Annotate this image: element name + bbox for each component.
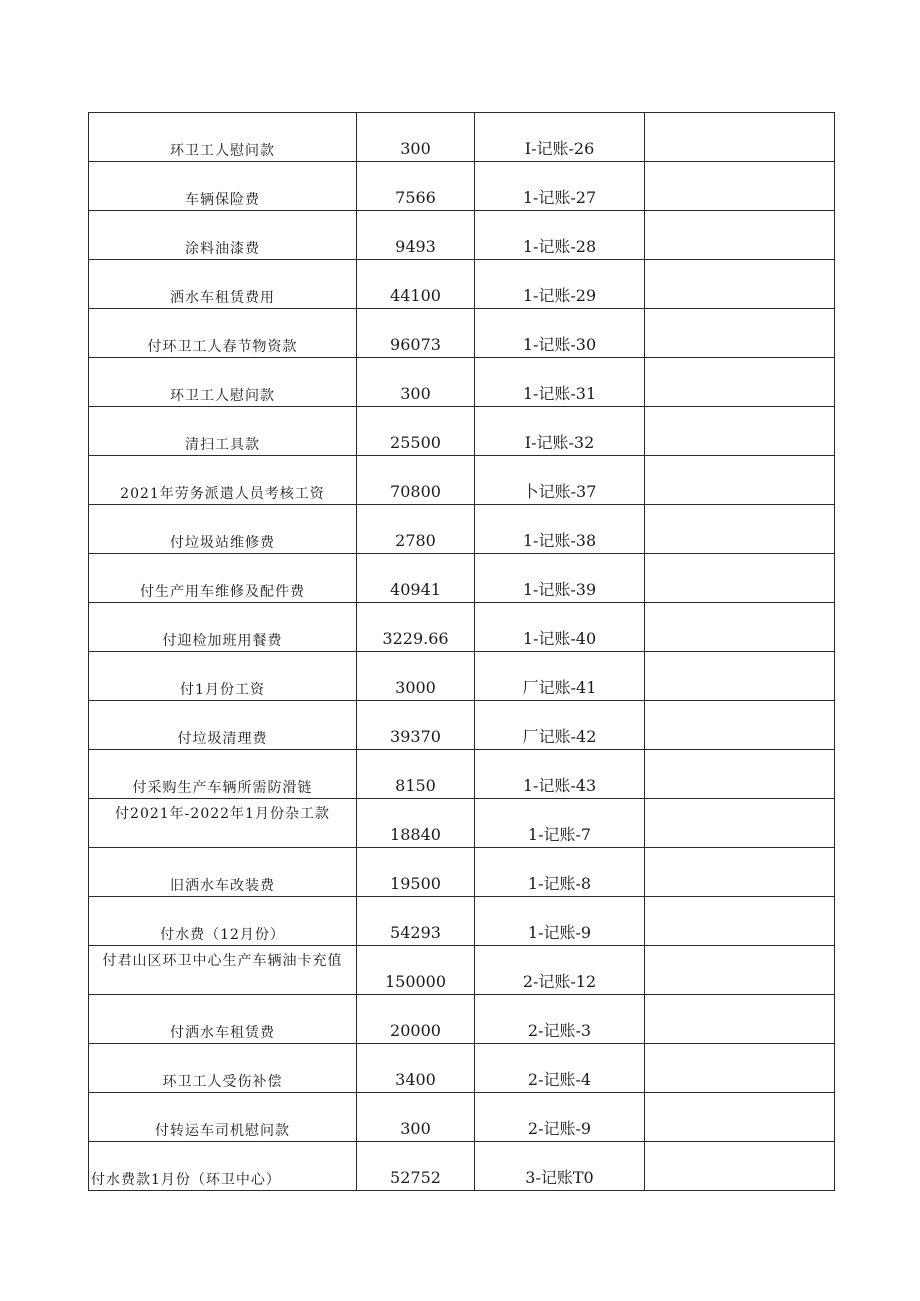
table-row: [89, 456, 835, 505]
note-cell: [645, 946, 835, 995]
amount-cell: [357, 260, 475, 309]
item-text: 环卫工人慰问款: [170, 388, 275, 404]
note-cell: [645, 799, 835, 848]
voucher-text: 1-记账-43: [522, 776, 597, 795]
voucher-cell: [475, 848, 645, 897]
item-cell: [89, 1093, 357, 1142]
item-text: 付采购生产车辆所需防滑链: [132, 780, 313, 796]
table-row: [89, 848, 835, 897]
table-row: [89, 113, 835, 162]
amount-cell: [357, 456, 475, 505]
voucher-cell: [475, 946, 645, 995]
amount-text: 96073: [390, 335, 441, 354]
voucher-cell: [475, 652, 645, 701]
voucher-cell: [475, 554, 645, 603]
amount-text: 39370: [390, 727, 441, 746]
amount-text: 9493: [395, 237, 436, 256]
item-text: 付垃圾清理费: [177, 731, 268, 747]
item-cell: [89, 897, 357, 946]
item-text: 环卫工人受伤补偿: [162, 1074, 283, 1090]
amount-cell: [357, 946, 475, 995]
amount-text: 300: [400, 1119, 431, 1138]
note-cell: [645, 505, 835, 554]
table-row: [89, 260, 835, 309]
item-cell: [89, 799, 357, 848]
ledger-body: [89, 113, 835, 1191]
amount-cell: [357, 652, 475, 701]
item-cell: [89, 995, 357, 1044]
item-cell: [89, 358, 357, 407]
voucher-cell: [475, 701, 645, 750]
note-cell: [645, 113, 835, 162]
item-text: 旧洒水车改装费: [170, 878, 275, 894]
item-text: 付环卫工人春节物资款: [147, 339, 298, 355]
item-text: 清扫工具款: [185, 437, 260, 453]
note-cell: [645, 701, 835, 750]
note-cell: [645, 1142, 835, 1191]
item-text: 付1月份工资: [180, 682, 265, 698]
voucher-text: 2-记账-12: [522, 972, 597, 991]
item-text: 付转运车司机慰问款: [155, 1123, 290, 1139]
voucher-cell: [475, 309, 645, 358]
amount-text: 300: [400, 384, 431, 403]
table-row: [89, 554, 835, 603]
table-row: [89, 505, 835, 554]
item-text: 付垃圾站维修费: [170, 535, 275, 551]
item-text: 环卫工人慰问款: [170, 143, 275, 159]
voucher-text: 2-记账-4: [527, 1070, 592, 1089]
table-row: [89, 701, 835, 750]
voucher-text: 1-记账-30: [522, 335, 597, 354]
amount-cell: [357, 995, 475, 1044]
voucher-text: 1-记账-8: [527, 874, 592, 893]
amount-cell: [357, 211, 475, 260]
item-cell: [89, 750, 357, 799]
voucher-cell: [475, 1142, 645, 1191]
item-cell: [89, 260, 357, 309]
note-cell: [645, 848, 835, 897]
amount-text: 54293: [390, 923, 441, 942]
voucher-cell: [475, 407, 645, 456]
item-cell: [89, 652, 357, 701]
item-cell: [89, 848, 357, 897]
table-row: [89, 750, 835, 799]
item-text: 付君山区环卫中心生产车辆油卡充值: [102, 953, 343, 969]
item-cell: [89, 554, 357, 603]
item-cell: [89, 211, 357, 260]
amount-text: 3000: [395, 678, 436, 697]
voucher-cell: [475, 162, 645, 211]
voucher-cell: [475, 995, 645, 1044]
amount-text: 7566: [395, 188, 436, 207]
item-text: 2021年劳务派遣人员考核工资: [120, 486, 325, 502]
amount-text: 3400: [395, 1070, 436, 1089]
amount-text: 25500: [390, 433, 441, 452]
amount-text: 3229.66: [382, 629, 449, 648]
voucher-text: 1-记账-27: [522, 188, 597, 207]
voucher-cell: [475, 750, 645, 799]
table-row: [89, 211, 835, 260]
amount-text: 70800: [390, 482, 441, 501]
table-row: [89, 407, 835, 456]
item-cell: [89, 113, 357, 162]
amount-cell: [357, 848, 475, 897]
item-text: 洒水车租赁费用: [170, 290, 275, 306]
voucher-cell: [475, 358, 645, 407]
expense-ledger-table: [88, 112, 835, 1191]
voucher-cell: [475, 603, 645, 652]
item-cell: [89, 407, 357, 456]
amount-text: 2780: [395, 531, 436, 550]
voucher-text: 2-记账-9: [527, 1119, 592, 1138]
item-text: 付水费款1月份（环卫中心）: [91, 1172, 281, 1188]
item-cell: [89, 309, 357, 358]
amount-text: 18840: [390, 825, 441, 844]
voucher-text: 厂记账-41: [522, 678, 597, 697]
amount-cell: [357, 162, 475, 211]
voucher-text: 1-记账-38: [522, 531, 597, 550]
voucher-cell: [475, 113, 645, 162]
item-cell: [89, 505, 357, 554]
table-row: [89, 309, 835, 358]
voucher-text: I-记账-32: [524, 433, 595, 452]
amount-cell: [357, 750, 475, 799]
amount-text: 150000: [384, 972, 447, 991]
voucher-cell: [475, 897, 645, 946]
table-row: [89, 652, 835, 701]
table-row: [89, 358, 835, 407]
note-cell: [645, 1044, 835, 1093]
item-cell: [89, 701, 357, 750]
voucher-text: 2-记账-3: [527, 1021, 592, 1040]
note-cell: [645, 211, 835, 260]
voucher-text: 1-记账-40: [522, 629, 597, 648]
amount-cell: [357, 554, 475, 603]
note-cell: [645, 554, 835, 603]
note-cell: [645, 750, 835, 799]
voucher-cell: [475, 260, 645, 309]
amount-cell: [357, 1044, 475, 1093]
amount-cell: [357, 407, 475, 456]
voucher-cell: [475, 1044, 645, 1093]
amount-text: 52752: [390, 1168, 441, 1187]
note-cell: [645, 995, 835, 1044]
voucher-text: 厂记账-42: [522, 727, 597, 746]
voucher-text: 1-记账-28: [522, 237, 597, 256]
amount-cell: [357, 1142, 475, 1191]
amount-cell: [357, 505, 475, 554]
voucher-cell: [475, 799, 645, 848]
amount-cell: [357, 897, 475, 946]
item-text: 车辆保险费: [185, 192, 260, 208]
voucher-cell: [475, 211, 645, 260]
note-cell: [645, 358, 835, 407]
table-row: [89, 799, 835, 848]
item-text: 付2021年-2022年1月份杂工款: [115, 806, 330, 822]
amount-cell: [357, 799, 475, 848]
note-cell: [645, 1093, 835, 1142]
voucher-text: 1-记账-29: [522, 286, 597, 305]
table-row: [89, 1142, 835, 1191]
item-cell: [89, 162, 357, 211]
amount-cell: [357, 113, 475, 162]
amount-cell: [357, 309, 475, 358]
note-cell: [645, 407, 835, 456]
item-text: 涂料油漆费: [185, 241, 260, 257]
amount-text: 44100: [390, 286, 441, 305]
item-cell: [89, 456, 357, 505]
voucher-text: 3-记账T0: [525, 1168, 594, 1187]
item-cell: [89, 1142, 357, 1191]
note-cell: [645, 652, 835, 701]
voucher-text: 1-记账-31: [522, 384, 597, 403]
item-cell: [89, 946, 357, 995]
amount-text: 300: [400, 139, 431, 158]
note-cell: [645, 309, 835, 358]
voucher-text: 1-记账-9: [527, 923, 592, 942]
table-row: [89, 1044, 835, 1093]
item-cell: [89, 1044, 357, 1093]
table-row: [89, 995, 835, 1044]
amount-text: 8150: [395, 776, 436, 795]
note-cell: [645, 260, 835, 309]
note-cell: [645, 897, 835, 946]
item-text: 付迎检加班用餐费: [162, 633, 283, 649]
voucher-cell: [475, 505, 645, 554]
table-row: [89, 946, 835, 995]
table-row: [89, 162, 835, 211]
voucher-text: I-记账-26: [524, 139, 595, 158]
voucher-text: 1-记账-7: [527, 825, 592, 844]
amount-cell: [357, 603, 475, 652]
voucher-text: 1-记账-39: [522, 580, 597, 599]
voucher-cell: [475, 456, 645, 505]
amount-cell: [357, 1093, 475, 1142]
item-text: 付洒水车租赁费: [170, 1025, 275, 1041]
amount-text: 40941: [390, 580, 441, 599]
note-text: [645, 1187, 834, 1190]
amount-text: 19500: [390, 874, 441, 893]
note-cell: [645, 603, 835, 652]
voucher-cell: [475, 1093, 645, 1142]
voucher-text: 卜记账-37: [522, 482, 597, 501]
item-cell: [89, 603, 357, 652]
amount-cell: [357, 701, 475, 750]
note-cell: [645, 162, 835, 211]
item-text: 付水费（12月份）: [160, 927, 285, 943]
amount-text: 20000: [390, 1021, 441, 1040]
amount-cell: [357, 358, 475, 407]
table-row: [89, 1093, 835, 1142]
table-row: [89, 603, 835, 652]
note-cell: [645, 456, 835, 505]
item-text: 付生产用车维修及配件费: [140, 584, 305, 600]
table-row: [89, 897, 835, 946]
